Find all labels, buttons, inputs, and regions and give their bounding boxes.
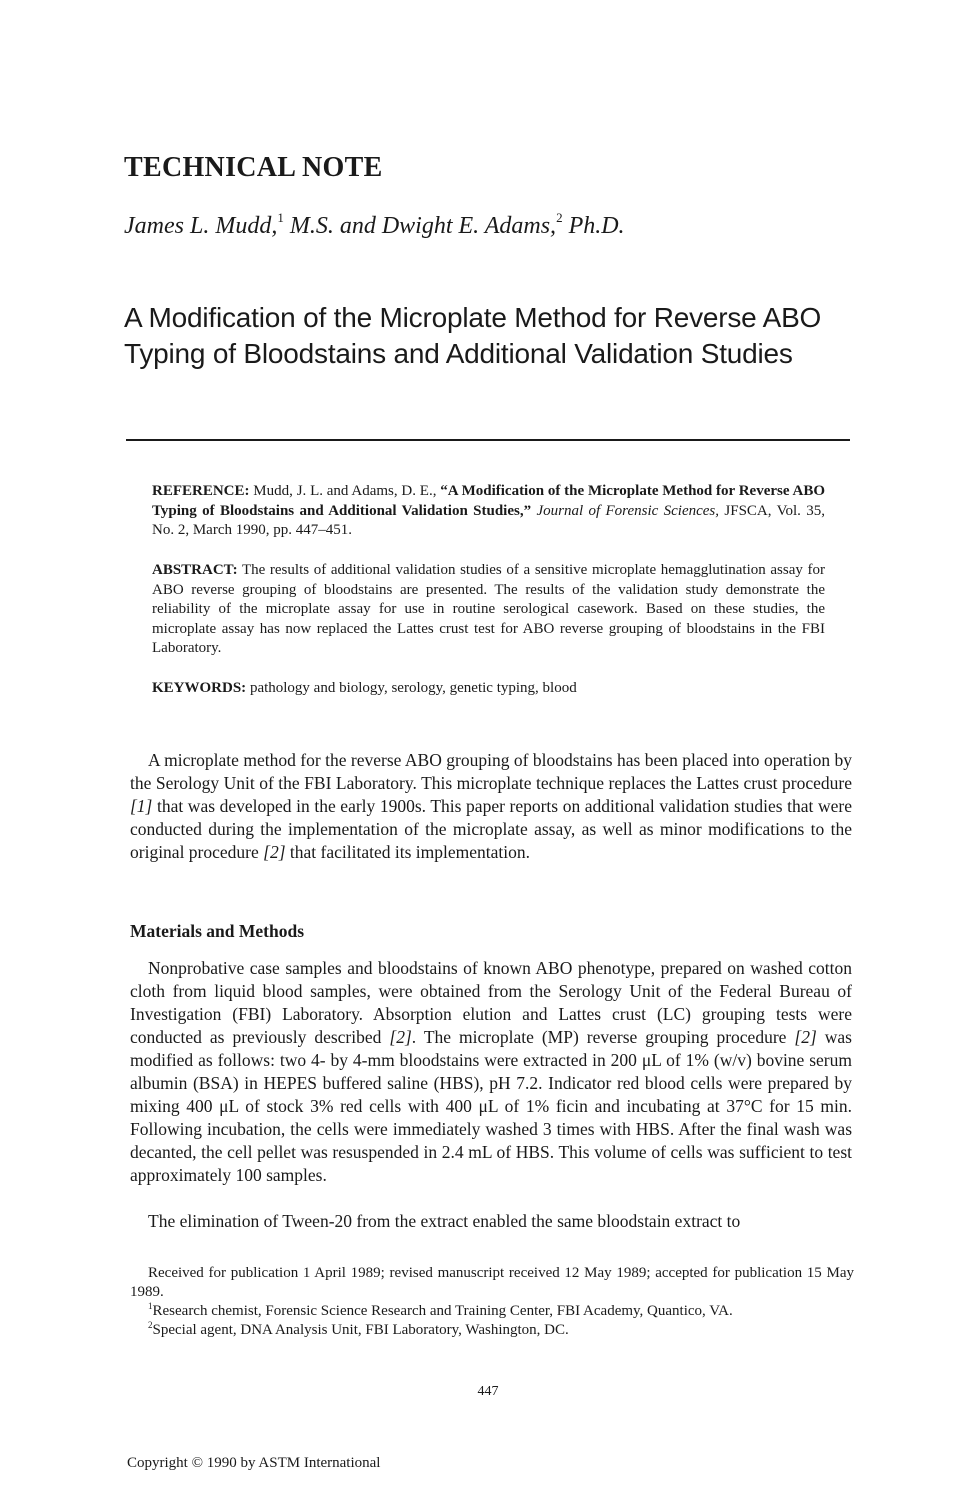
received-note: Received for publication 1 April 1989; revised manuscript received 12 May 1989; accepted for publication 15 May 1989. bbox=[130, 1265, 854, 1300]
reference-journal: Journal of Forensic Sciences, bbox=[531, 502, 720, 519]
author-line bbox=[124, 210, 625, 240]
footnote-2-mark: 2 bbox=[148, 1320, 153, 1330]
methods-paragraph bbox=[130, 957, 852, 1187]
reference-block bbox=[152, 482, 825, 541]
methods-text-3: was modified as follows: two 4- by 4-mm bloodstains were extracted in 200 μL of 1% (w/v) bovine serum albumin (BSA) in HEPES buffered saline (HBS), pH 7.2. Indicator red blood cells were prepared by mixing 400 μL of stock 3% red cells with 400 μL of 1% ficin and incubating at 37°C for 15 min. Following incubation, the cells were immediately washed 3 times with HBS. After the final wash was decanted, the cell pellet was resuspended in 2.4 mL of HBS. This volume of cells was sufficient to test approximately 100 samples. bbox=[130, 1027, 852, 1185]
citation-ref-1: [1] bbox=[130, 796, 153, 816]
footnote-mark-2: 2 bbox=[556, 210, 563, 225]
citation-ref-2b: [2] bbox=[794, 1027, 817, 1047]
intro-text-2: that was developed in the early 1900s. This paper reports on additional validation studies that were conducted during the implementation of the microplate assay, as well as minor modifications to the original procedure bbox=[130, 796, 852, 862]
intro-text-1: A microplate method for the reverse ABO grouping of bloodstains has been placed into operation by the Serology Unit of the FBI Laboratory. This microplate technique replaces the Lattes crust procedure bbox=[130, 750, 852, 793]
keywords-block bbox=[152, 679, 825, 699]
abstract-label: ABSTRACT: bbox=[152, 562, 238, 578]
methods-text-2: . The microplate (MP) reverse grouping procedure bbox=[411, 1027, 795, 1047]
section-heading-materials-methods: Materials and Methods bbox=[130, 921, 305, 941]
reference-article-title: “A Modification of the Microplate Method for Reverse ABO Typing of Bloodstains and Additional Validation Studies,” bbox=[152, 483, 825, 519]
reference-label: REFERENCE: bbox=[152, 483, 250, 499]
copyright-notice: Copyright © 1990 by ASTM International bbox=[127, 1455, 381, 1471]
footnote-1 bbox=[130, 1302, 854, 1321]
footnote-mark-1: 1 bbox=[277, 210, 284, 225]
author-1-name: James L. Mudd, bbox=[124, 213, 278, 239]
title-divider bbox=[126, 439, 850, 441]
citation-ref-2a: [2] bbox=[389, 1027, 412, 1047]
abstract-block bbox=[152, 561, 825, 659]
footnote-2-text: Special agent, DNA Analysis Unit, FBI Laboratory, Washington, DC. bbox=[152, 1322, 569, 1338]
intro-text-3: that facilitated its implementation. bbox=[285, 842, 530, 862]
author-1-degree-and-author-2: M.S. and Dwight E. Adams, bbox=[283, 213, 557, 239]
abstract-text: The results of additional validation studies of a sensitive microplate hemagglutination assay for ABO reverse grouping of bloodstains are presented. The results of the validation study demonstrate the reliability of the microplate assay for use in routine serological casework. Based on these studies, the microplate assay has now replaced the Lattes crust test for ABO reverse grouping of bloodstains in the FBI Laboratory. bbox=[152, 562, 825, 656]
footnote-2 bbox=[130, 1321, 854, 1340]
page-number: 447 bbox=[477, 1384, 499, 1399]
keywords-label: KEYWORDS: bbox=[152, 680, 247, 696]
footnotes bbox=[130, 1264, 854, 1340]
author-2-degree: Ph.D. bbox=[562, 213, 625, 239]
footnote-1-text: Research chemist, Forensic Science Research and Training Center, FBI Academy, Quantico, VA. bbox=[152, 1303, 733, 1319]
intro-paragraph bbox=[130, 749, 852, 864]
keywords-text: pathology and biology, serology, genetic typing, blood bbox=[246, 680, 577, 696]
footnote-1-mark: 1 bbox=[148, 1301, 153, 1311]
article-title: A Modification of the Microplate Method for Reverse ABO Typing of Bloodstains and Additional Validation Studies bbox=[124, 302, 822, 369]
reference-authors: Mudd, J. L. and Adams, D. E., bbox=[249, 483, 441, 499]
citation-ref-2: [2] bbox=[263, 842, 286, 862]
reference-citation: JFSCA, Vol. 35, No. 2, March 1990, pp. 447–451. bbox=[152, 502, 826, 538]
methods-text-1: Nonprobative case samples and bloodstains of known ABO phenotype, prepared on washed cotton cloth from liquid blood samples, were obtained from the Serology Unit of the Federal Bureau of Investigation (FBI) Laboratory. Absorption elution and Lattes crust (LC) grouping tests were conducted as previously described bbox=[130, 958, 852, 1047]
methods-paragraph-continued: The elimination of Tween-20 from the extract enabled the same bloodstain extract to bbox=[148, 1211, 741, 1231]
section-label: TECHNICAL NOTE bbox=[124, 152, 383, 183]
